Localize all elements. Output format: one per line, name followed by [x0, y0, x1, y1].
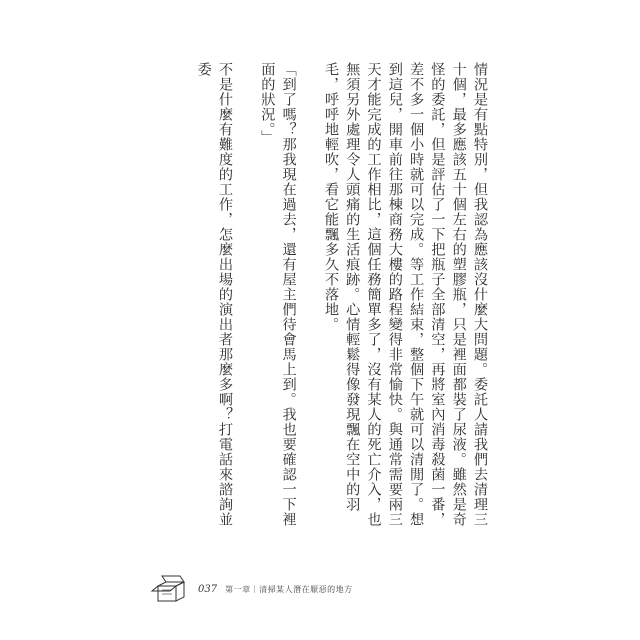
open-box-icon — [150, 574, 190, 604]
paragraph-2: 「到了嗎？那我現在過去，還有屋主們待會馬上到。我也要確認一下裡面的狀況。」 — [259, 62, 297, 527]
paragraph-3: 不是什麼有難度的工作，怎麼出場的演出者那麼多啊？打電話來諮詢並委 — [195, 62, 234, 527]
paragraph-1: 情況是有點特別，但我認為應該沒什麼大問題。委託人請我們去清理三十個，最多應該五十個左右的塑膠瓶，只是裡面都裝了尿液。雖然是奇怪的委託，但是評估了一下把瓶子全部清空，再將室內消毒殺菌一番，差不多一個小時就可以完成。等工作結束，整個下午就可以清閒了。想到這兒，開車前往那棟商務大樓的路程變得非常愉快。與通常需要兩三天才能完成的工作相比，這個任務簡單多了，沒有某人的死亡介入，也無須另外處理令人頭痛的生活痕跡。心情輕鬆得像發現飄在空中的羽毛，呼呼地輕吹，看它能飄多久不落地。 — [322, 62, 488, 527]
page-number: 037 — [198, 583, 218, 595]
running-header: 第一章｜清掃某人潛在厭惡的地方 — [225, 584, 353, 594]
body-text — [192, 62, 490, 532]
page-footer — [150, 574, 353, 604]
